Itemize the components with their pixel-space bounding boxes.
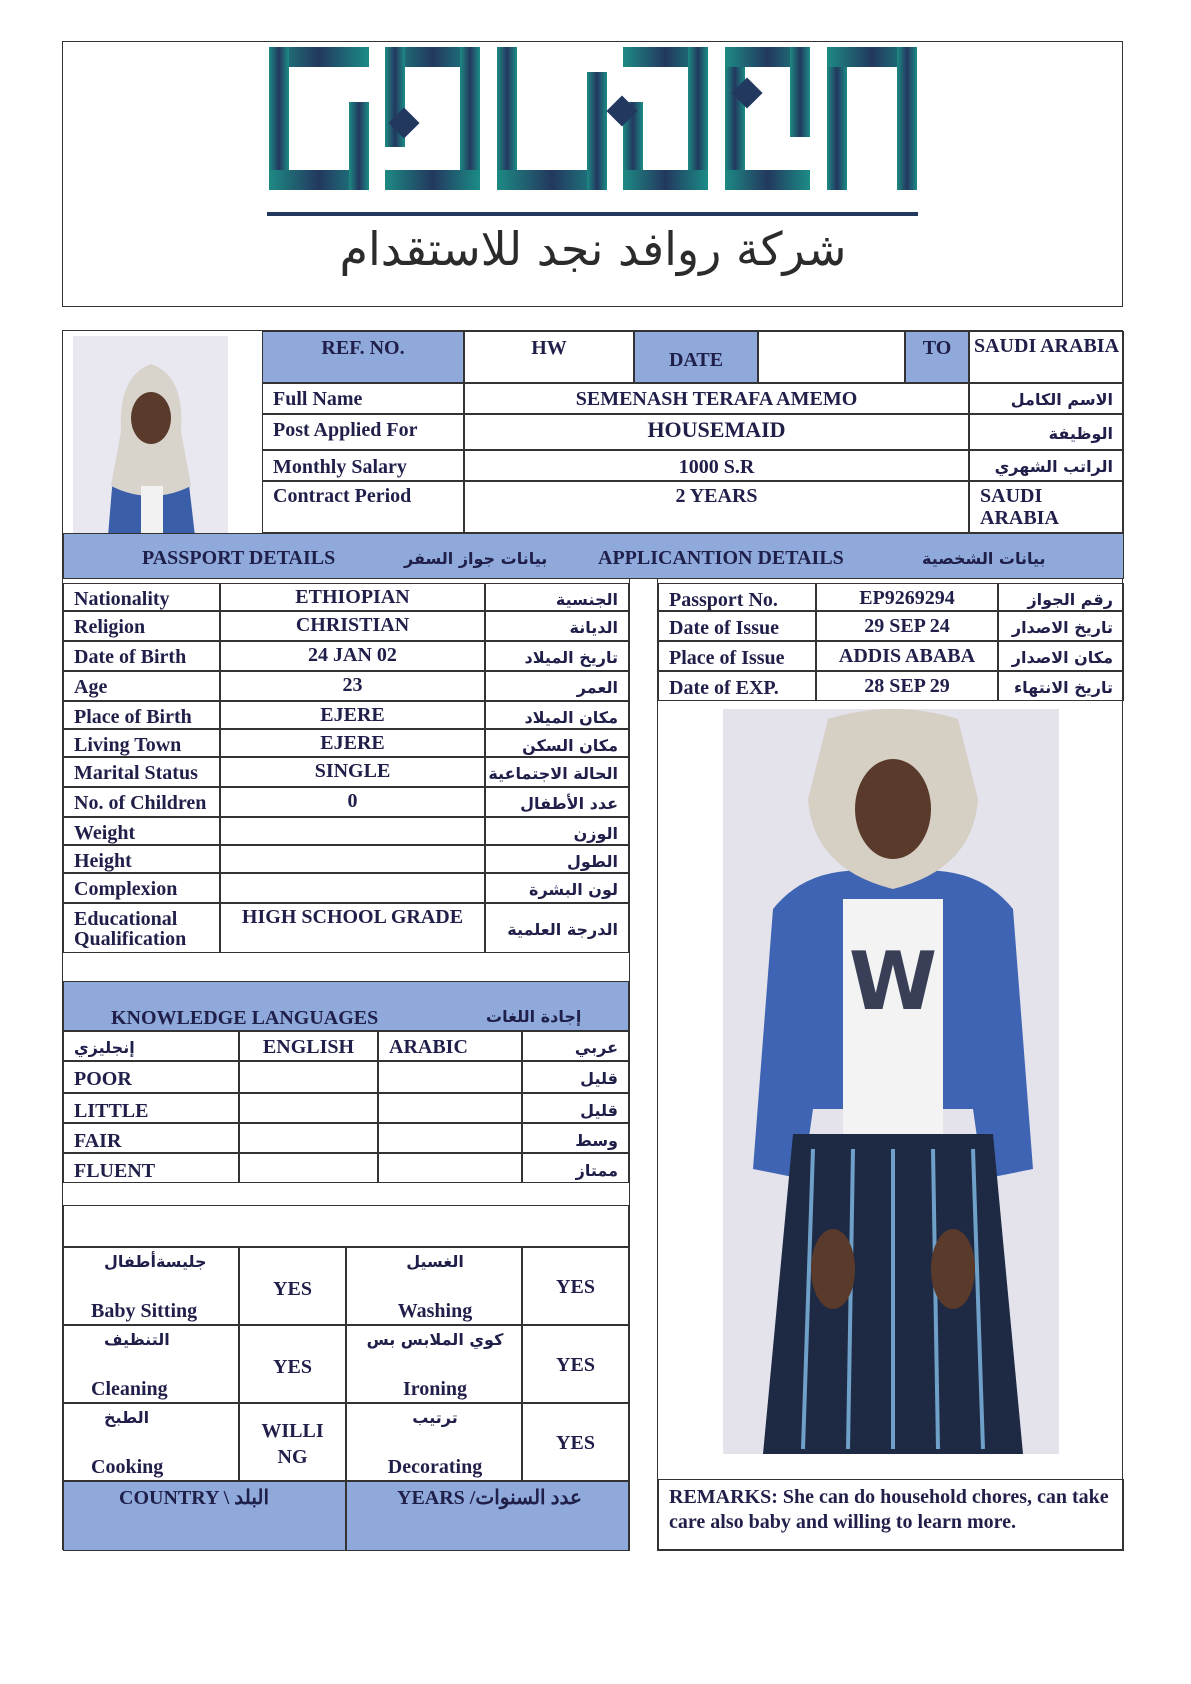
lang-level-ar: ممتاز: [522, 1153, 629, 1183]
lang-level-label: POOR: [63, 1061, 239, 1093]
personal-value: EJERE: [220, 701, 485, 729]
personal-ar: عدد الأطفال: [485, 787, 629, 817]
lang-head-ar-right: عربي: [522, 1031, 629, 1061]
personal-ar: العمر: [485, 671, 629, 701]
salary-ar: الراتب الشهري: [969, 450, 1124, 481]
skill-cell-left: [63, 1325, 239, 1403]
personal-value: ETHIOPIAN: [220, 583, 485, 611]
skill-cell-right: [346, 1403, 522, 1481]
personal-ar: تاريخ الميلاد: [485, 641, 629, 671]
personal-ar: الطول: [485, 845, 629, 873]
full-name-label: Full Name: [262, 383, 464, 414]
ref-no-label: REF. NO.: [262, 331, 464, 383]
skill-value-right: YES: [522, 1325, 629, 1403]
passport-label: Place of Issue: [658, 641, 816, 671]
personal-ar: مكان السكن: [485, 729, 629, 757]
personal-ar: الجنسية: [485, 583, 629, 611]
personal-label: No. of Children: [63, 787, 220, 817]
passport-value: 29 SEP 24: [816, 611, 998, 641]
personal-value: 24 JAN 02: [220, 641, 485, 671]
personal-label: Marital Status: [63, 757, 220, 787]
personal-ar: الدرجة العلمية: [485, 903, 629, 953]
skill-ar-left: الطبخ: [104, 1408, 150, 1427]
lang-level-label: LITTLE: [63, 1093, 239, 1123]
personal-label: Nationality: [63, 583, 220, 611]
languages-title-ar: إجادة اللغات: [486, 1007, 582, 1026]
personal-label: Date of Birth: [63, 641, 220, 671]
personal-value: HIGH SCHOOL GRADE: [220, 903, 485, 953]
languages-heading-bar: [63, 981, 629, 1031]
personal-value: CHRISTIAN: [220, 611, 485, 641]
languages-title: KNOWLEDGE LANGUAGES: [111, 1007, 379, 1029]
passport-value: ADDIS ABABA: [816, 641, 998, 671]
lang-english-value: [239, 1123, 378, 1153]
contract-right: SAUDI ARABIA: [969, 481, 1124, 533]
column-gap: [629, 579, 658, 1551]
applicant-photo-full: [723, 709, 1059, 1454]
personal-value: SINGLE: [220, 757, 485, 787]
personal-value: [220, 873, 485, 903]
skill-en-left: Cleaning: [91, 1378, 168, 1400]
passport-details-heading: PASSPORT DETAILS: [142, 547, 336, 569]
to-value: SAUDI ARABIA: [969, 331, 1124, 383]
country-label: COUNTRY \ البلد: [119, 1487, 270, 1509]
skill-cell-left: [63, 1403, 239, 1481]
personal-label: Weight: [63, 817, 220, 845]
lang-arabic-value: [378, 1123, 522, 1153]
skill-en-right: Decorating: [387, 1456, 483, 1478]
application-details-ar: بيانات الشخصية: [922, 549, 1046, 568]
svg-text:W: W: [848, 935, 938, 1028]
skill-cell-right: [346, 1325, 522, 1403]
lang-level-ar: قليل: [522, 1061, 629, 1093]
lang-level-label: FAIR: [63, 1123, 239, 1153]
languages-spacer-row: [63, 1205, 629, 1247]
personal-ar: الديانة: [485, 611, 629, 641]
section-bar: [63, 533, 1124, 579]
personal-label: Place of Birth: [63, 701, 220, 729]
passport-value: 28 SEP 29: [816, 671, 998, 701]
personal-ar: لون البشرة: [485, 873, 629, 903]
lang-head-arabic: ARABIC: [378, 1031, 522, 1061]
skill-cell-left: [63, 1247, 239, 1325]
passport-label: Date of Issue: [658, 611, 816, 641]
skill-en-left: Baby Sitting: [91, 1300, 198, 1322]
personal-ar: الوزن: [485, 817, 629, 845]
application-details-heading: APPLICANTION DETAILS: [598, 547, 844, 569]
contract-label: Contract Period: [262, 481, 464, 533]
lang-english-value: [239, 1061, 378, 1093]
personal-value: [220, 845, 485, 873]
lang-english-value: [239, 1153, 378, 1183]
lang-english-value: [239, 1093, 378, 1123]
passport-ar: تاريخ الاصدار: [998, 611, 1124, 641]
salary-label: Monthly Salary: [262, 450, 464, 481]
passport-label: Passport No.: [658, 583, 816, 611]
application-form: [62, 330, 1123, 1550]
logo-arabic-text: شركة روافد نجد للاستقدام: [339, 222, 847, 276]
full-name-value: SEMENASH TERAFA AMEMO: [464, 383, 969, 414]
applicant-photo-small: [73, 336, 228, 536]
skill-ar-right: كوي الملابس بس: [366, 1330, 504, 1349]
full-name-ar: الاسم الكامل: [969, 383, 1124, 414]
skill-ar-right: ترتيب: [412, 1408, 458, 1427]
personal-value: [220, 817, 485, 845]
personal-value: 23: [220, 671, 485, 701]
remarks-box: REMARKS: She can do household chores, can take care also baby and willing to learn more.: [658, 1479, 1124, 1551]
post-ar: الوظيفة: [969, 414, 1124, 450]
lang-arabic-value: [378, 1093, 522, 1123]
personal-label: Complexion: [63, 873, 220, 903]
personal-value: 0: [220, 787, 485, 817]
header-logo-box: [62, 41, 1123, 307]
passport-label: Date of EXP.: [658, 671, 816, 701]
skill-value-left: YES: [239, 1325, 346, 1403]
skill-cell-right: [346, 1247, 522, 1325]
personal-label: Religion: [63, 611, 220, 641]
personal-ar: الحالة الاجتماعية: [485, 757, 629, 787]
lang-level-ar: قليل: [522, 1093, 629, 1123]
passport-ar: مكان الاصدار: [998, 641, 1124, 671]
passport-value: EP9269294: [816, 583, 998, 611]
lang-level-ar: وسط: [522, 1123, 629, 1153]
experience-country: [63, 1481, 346, 1551]
passport-details-ar: بيانات جواز السفر: [404, 549, 548, 568]
post-value: HOUSEMAID: [464, 414, 969, 450]
skill-ar-left: جليسةأطفال: [104, 1252, 207, 1271]
skill-en-right: Washing: [397, 1300, 473, 1322]
skill-value-left: YES: [239, 1247, 346, 1325]
personal-label: Educational Qualification: [63, 903, 220, 953]
years-label: YEARS /عدد السنوات: [397, 1487, 582, 1509]
lang-level-label: FLUENT: [63, 1153, 239, 1183]
personal-value: EJERE: [220, 729, 485, 757]
lang-head-ar-left: إنجليزي: [63, 1031, 239, 1061]
skill-value-right: YES: [522, 1247, 629, 1325]
personal-label: Age: [63, 671, 220, 701]
skill-en-right: Ironing: [402, 1378, 468, 1400]
post-label: Post Applied For: [262, 414, 464, 450]
passport-ar: تاريخ الانتهاء: [998, 671, 1124, 701]
lang-arabic-value: [378, 1153, 522, 1183]
skill-value-right: YES: [522, 1403, 629, 1481]
salary-value: 1000 S.R: [464, 450, 969, 481]
lang-head-english: ENGLISH: [239, 1031, 378, 1061]
lang-arabic-value: [378, 1061, 522, 1093]
skill-ar-right: الغسيل: [406, 1252, 464, 1271]
passport-ar: رقم الجواز: [998, 583, 1124, 611]
contract-value: 2 YEARS: [464, 481, 969, 533]
skill-en-left: Cooking: [91, 1456, 164, 1478]
date-label: DATE: [634, 331, 758, 383]
ref-no-value: HW: [464, 331, 634, 383]
personal-ar: مكان الميلاد: [485, 701, 629, 729]
skill-ar-left: التنظيف: [104, 1330, 170, 1349]
date-value: [758, 331, 905, 383]
experience-years: [346, 1481, 629, 1551]
skill-value-left: WILLI NG: [239, 1403, 346, 1481]
personal-label: Height: [63, 845, 220, 873]
to-label: TO: [905, 331, 969, 383]
personal-label: Living Town: [63, 729, 220, 757]
